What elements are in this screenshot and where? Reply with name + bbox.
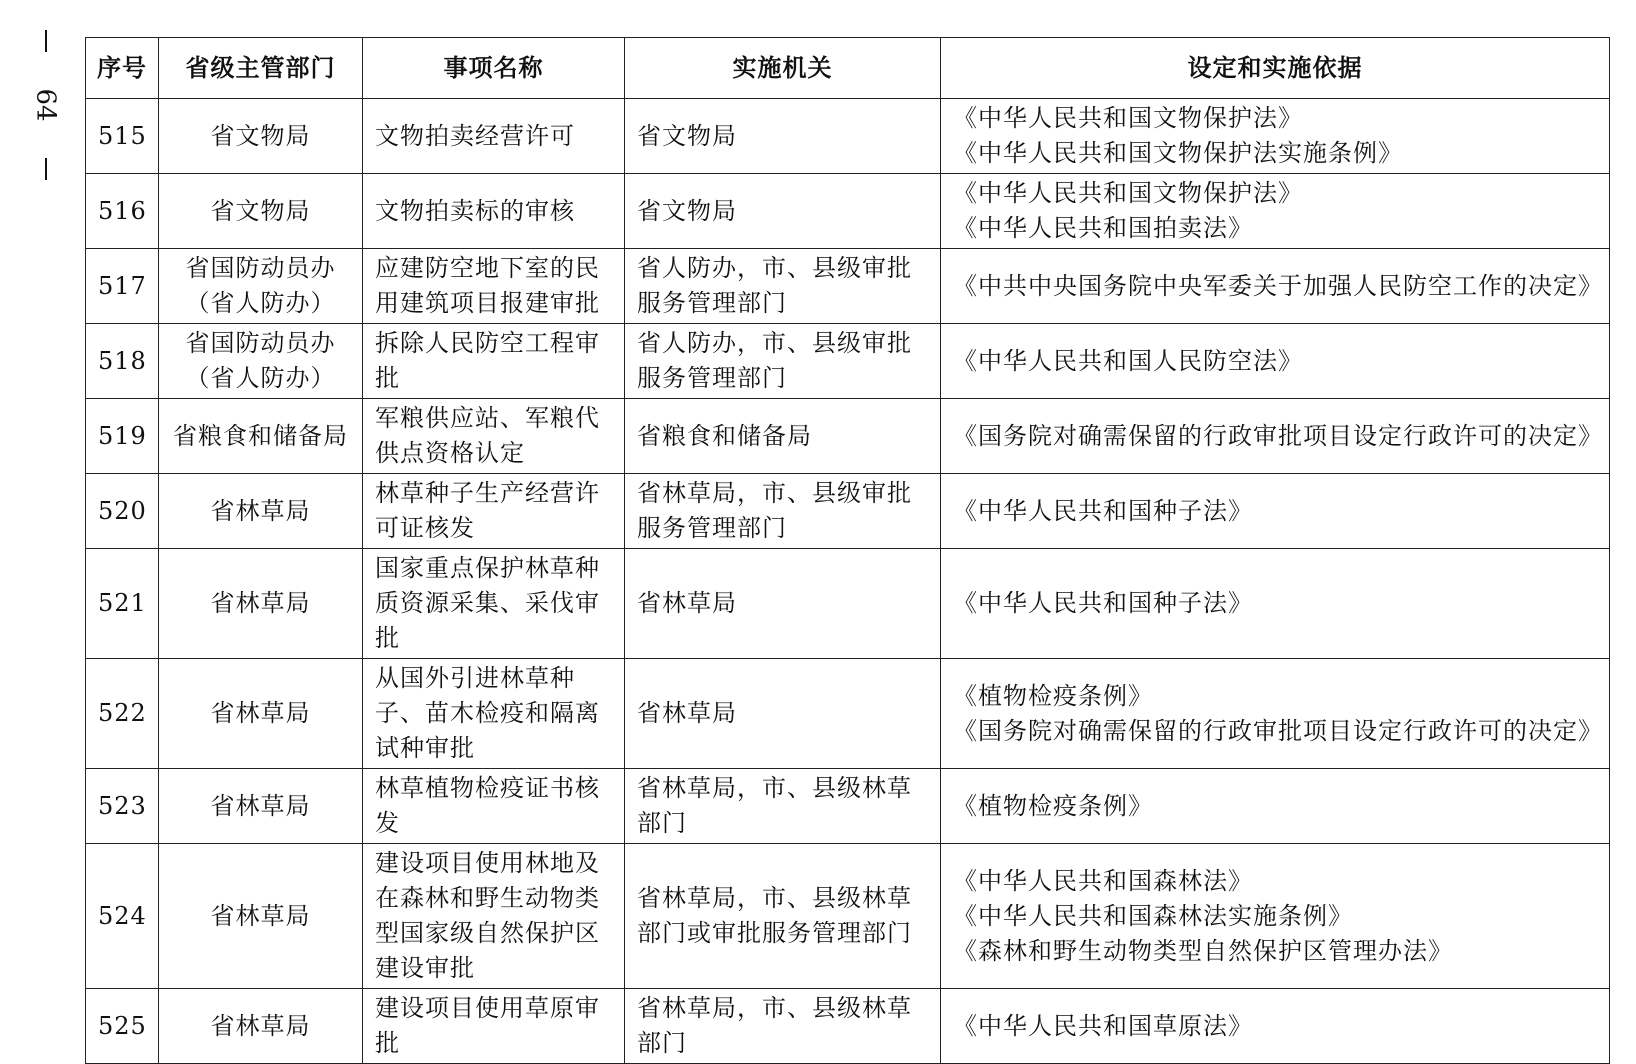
header-seq: 序号 [86, 38, 159, 99]
cell-dept: 省林草局 [159, 844, 363, 989]
cell-org: 省林草局 [625, 549, 941, 659]
cell-item: 建设项目使用林地及在森林和野生动物类型国家级自然保护区建设审批 [363, 844, 625, 989]
cell-basis: 《中华人民共和国人民防空法》 [941, 324, 1610, 399]
header-item: 事项名称 [363, 38, 625, 99]
cell-item: 林草种子生产经营许可证核发 [363, 474, 625, 549]
cell-item: 应建防空地下室的民用建筑项目报建审批 [363, 249, 625, 324]
page-number-dash-bottom [45, 158, 47, 180]
cell-org: 省林草局 [625, 659, 941, 769]
cell-basis: 《中华人民共和国森林法》 《中华人民共和国森林法实施条例》 《森林和野生动物类型自然保护区管理办法》 [941, 844, 1610, 989]
table-row [86, 249, 1610, 324]
table-row [86, 99, 1610, 174]
cell-dept: 省林草局 [159, 659, 363, 769]
cell-item: 军粮供应站、军粮代供点资格认定 [363, 399, 625, 474]
cell-org: 省粮食和储备局 [625, 399, 941, 474]
cell-basis: 《植物检疫条例》 [941, 769, 1610, 844]
page-number [28, 30, 64, 180]
page-number-text: 64 [31, 88, 61, 122]
cell-item: 从国外引进林草种子、苗木检疫和隔离试种审批 [363, 659, 625, 769]
cell-item: 拆除人民防空工程审批 [363, 324, 625, 399]
table-row [86, 844, 1610, 989]
table-row [86, 989, 1610, 1064]
cell-dept: 省粮食和储备局 [159, 399, 363, 474]
cell-seq: 521 [86, 549, 159, 659]
table-row [86, 659, 1610, 769]
approval-items-table [85, 37, 1610, 1064]
cell-dept: 省国防动员办 （省人防办） [159, 249, 363, 324]
table-row [86, 174, 1610, 249]
cell-org: 省文物局 [625, 99, 941, 174]
header-org: 实施机关 [625, 38, 941, 99]
page-number-dash-top [45, 30, 47, 52]
header-dept: 省级主管部门 [159, 38, 363, 99]
cell-seq: 519 [86, 399, 159, 474]
cell-dept: 省林草局 [159, 474, 363, 549]
cell-item: 文物拍卖标的审核 [363, 174, 625, 249]
cell-seq: 525 [86, 989, 159, 1064]
table-row [86, 474, 1610, 549]
cell-org: 省林草局，市、县级林草部门或审批服务管理部门 [625, 844, 941, 989]
header-basis: 设定和实施依据 [941, 38, 1610, 99]
cell-seq: 523 [86, 769, 159, 844]
cell-item: 林草植物检疫证书核发 [363, 769, 625, 844]
cell-org: 省人防办，市、县级审批服务管理部门 [625, 249, 941, 324]
cell-seq: 520 [86, 474, 159, 549]
cell-basis: 《中华人民共和国文物保护法》 《中华人民共和国拍卖法》 [941, 174, 1610, 249]
cell-org: 省文物局 [625, 174, 941, 249]
cell-org: 省林草局，市、县级林草部门 [625, 769, 941, 844]
cell-basis: 《植物检疫条例》 《国务院对确需保留的行政审批项目设定行政许可的决定》 [941, 659, 1610, 769]
table-row [86, 324, 1610, 399]
cell-dept: 省林草局 [159, 549, 363, 659]
cell-basis: 《中共中央国务院中央军委关于加强人民防空工作的决定》 [941, 249, 1610, 324]
cell-dept: 省文物局 [159, 99, 363, 174]
cell-seq: 518 [86, 324, 159, 399]
cell-dept: 省国防动员办 （省人防办） [159, 324, 363, 399]
table-row [86, 769, 1610, 844]
cell-dept: 省林草局 [159, 989, 363, 1064]
cell-basis: 《中华人民共和国文物保护法》 《中华人民共和国文物保护法实施条例》 [941, 99, 1610, 174]
cell-dept: 省林草局 [159, 769, 363, 844]
cell-org: 省人防办，市、县级审批服务管理部门 [625, 324, 941, 399]
cell-org: 省林草局，市、县级林草部门 [625, 989, 941, 1064]
cell-seq: 515 [86, 99, 159, 174]
cell-org: 省林草局，市、县级审批服务管理部门 [625, 474, 941, 549]
cell-seq: 524 [86, 844, 159, 989]
table-header-row [86, 38, 1610, 99]
table-body [86, 99, 1610, 1064]
table-row [86, 549, 1610, 659]
table-row [86, 399, 1610, 474]
cell-item: 国家重点保护林草种质资源采集、采伐审批 [363, 549, 625, 659]
cell-seq: 522 [86, 659, 159, 769]
cell-seq: 516 [86, 174, 159, 249]
cell-basis: 《国务院对确需保留的行政审批项目设定行政许可的决定》 [941, 399, 1610, 474]
cell-seq: 517 [86, 249, 159, 324]
cell-basis: 《中华人民共和国种子法》 [941, 549, 1610, 659]
cell-basis: 《中华人民共和国种子法》 [941, 474, 1610, 549]
cell-item: 建设项目使用草原审批 [363, 989, 625, 1064]
cell-item: 文物拍卖经营许可 [363, 99, 625, 174]
cell-dept: 省文物局 [159, 174, 363, 249]
cell-basis: 《中华人民共和国草原法》 [941, 989, 1610, 1064]
